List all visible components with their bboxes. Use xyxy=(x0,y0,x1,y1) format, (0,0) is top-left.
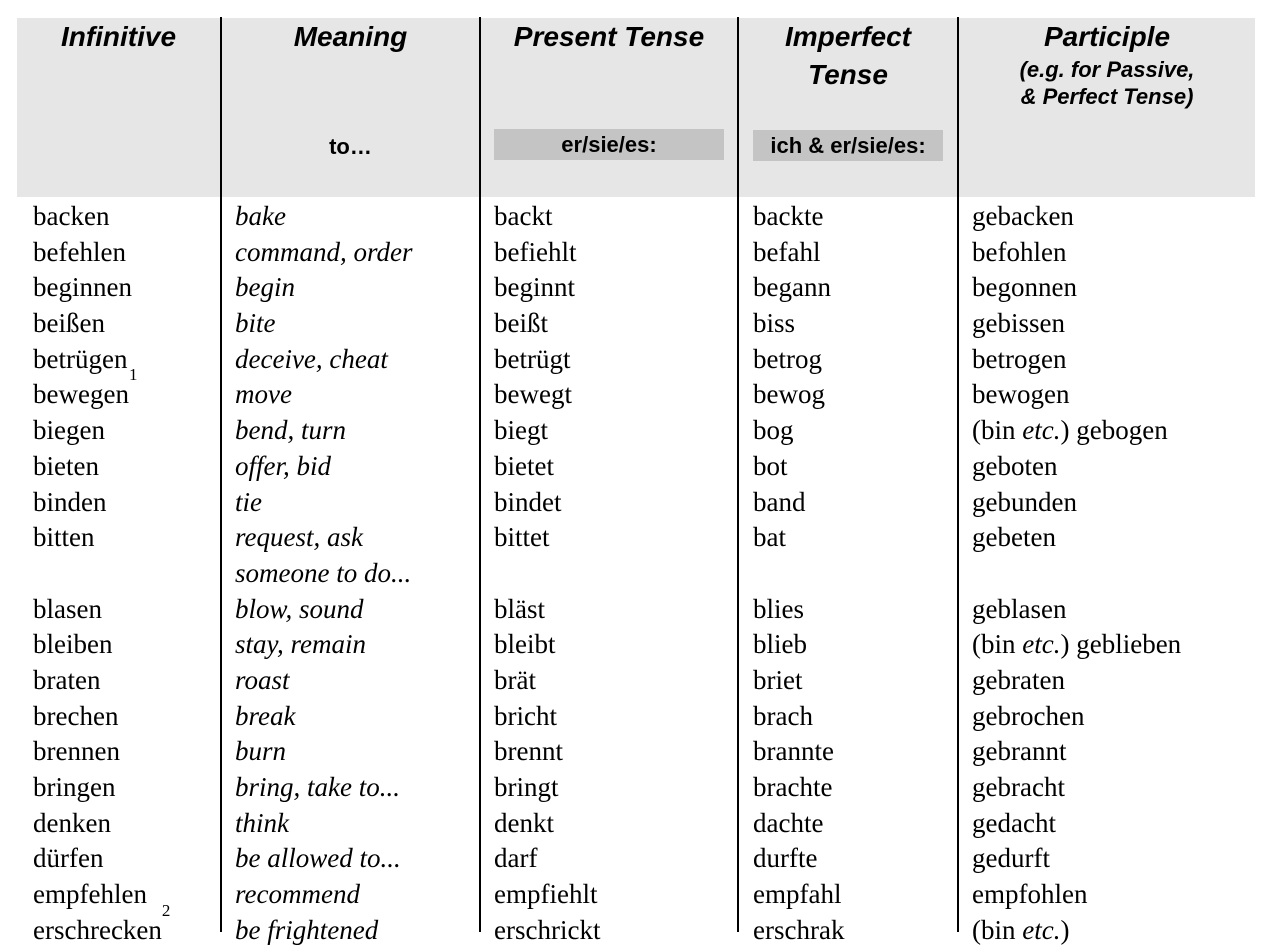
present-cell: empfiehlt xyxy=(494,879,598,910)
header-participle-sub1: (e.g. for Passive, xyxy=(1019,57,1195,82)
present-cell: bittet xyxy=(494,522,550,553)
table-row xyxy=(0,485,1276,521)
meaning-cell: stay, remain xyxy=(235,629,366,660)
participle-cell: gebeten xyxy=(972,522,1056,553)
participle-cell: gebissen xyxy=(972,308,1065,339)
meaning-cell: bend, turn xyxy=(235,415,346,446)
participle-cell: gebrochen xyxy=(972,700,1085,731)
infinitive-cell: beginnen xyxy=(33,272,132,303)
meaning-cell: begin xyxy=(235,272,295,303)
header-meaning-label: Meaning xyxy=(293,21,408,52)
imperfect-cell: begann xyxy=(753,272,831,303)
table-row xyxy=(0,770,1276,806)
participle-cell: bewogen xyxy=(972,379,1070,410)
header-infinitive xyxy=(17,18,220,56)
table-row xyxy=(0,235,1276,271)
participle-cell: gedurft xyxy=(972,843,1050,874)
participle-cell: gebunden xyxy=(972,486,1077,517)
table-row xyxy=(0,306,1276,342)
present-cell: betrügt xyxy=(494,343,571,374)
present-cell: beißt xyxy=(494,308,548,339)
infinitive-cell: biegen xyxy=(33,415,105,446)
present-cell: denkt xyxy=(494,807,554,838)
participle-cell: gebraten xyxy=(972,664,1065,695)
imperfect-cell: dachte xyxy=(753,807,824,838)
imperfect-cell: bog xyxy=(753,415,794,446)
present-cell: brät xyxy=(494,664,536,695)
meaning-cell: burn xyxy=(235,736,287,767)
table-row xyxy=(0,520,1276,591)
table-row xyxy=(0,413,1276,449)
present-cell: bietet xyxy=(494,450,554,481)
participle-cell: betrogen xyxy=(972,343,1067,374)
present-cell: bricht xyxy=(494,700,557,731)
imperfect-cell: befahl xyxy=(753,236,821,267)
header-imperfect-line1: Imperfect xyxy=(784,21,912,52)
table-row xyxy=(0,699,1276,735)
imperfect-cell: betrog xyxy=(753,343,822,374)
participle-cell: begonnen xyxy=(972,272,1077,303)
header-imperfect xyxy=(739,18,957,94)
meaning-cell: blow, sound xyxy=(235,593,364,624)
imperfect-cell: bat xyxy=(753,522,786,553)
table-row xyxy=(0,877,1276,913)
header-imperfect-line2: Tense xyxy=(808,59,888,90)
present-cell: bläst xyxy=(494,593,545,624)
header-present-label: Present Tense xyxy=(513,21,705,52)
meaning-cell: request, ask someone to do... xyxy=(235,522,412,588)
infinitive-cell: brennen xyxy=(33,736,120,767)
imperfect-cell: biss xyxy=(753,308,796,339)
table-row xyxy=(0,199,1276,235)
imperfect-cell: backte xyxy=(753,201,824,231)
imperfect-cell: brach xyxy=(753,700,813,731)
participle-cell: geblasen xyxy=(972,593,1067,624)
header-participle-label: Participle xyxy=(1043,21,1171,52)
meaning-cell: bake xyxy=(235,201,286,231)
imperfect-cell: band xyxy=(753,486,806,517)
meaning-cell: bite xyxy=(235,308,276,339)
table-row xyxy=(0,841,1276,877)
infinitive-cell: bewegen$^1$ xyxy=(33,365,138,410)
imperfect-cell: briet xyxy=(753,664,803,695)
infinitive-cell: braten xyxy=(33,664,101,695)
infinitive-cell: bleiben xyxy=(33,629,113,660)
infinitive-cell: denken xyxy=(33,807,111,838)
meaning-cell: command, order xyxy=(235,236,413,267)
verb-rows xyxy=(0,199,1276,948)
participle-cell: gebacken xyxy=(972,201,1074,231)
meaning-cell: break xyxy=(235,700,296,731)
infinitive-cell: bieten xyxy=(33,450,99,481)
header-meaning xyxy=(222,18,479,56)
participle-cell: geboten xyxy=(972,450,1058,481)
present-cell: bewegt xyxy=(494,379,572,410)
meaning-cell: recommend xyxy=(235,879,360,910)
table-row xyxy=(0,734,1276,770)
imperfect-cell: durfte xyxy=(753,843,818,874)
meaning-cell: think xyxy=(235,807,289,838)
table-row xyxy=(0,627,1276,663)
present-cell: beginnt xyxy=(494,272,575,303)
header-meaning-note: to… xyxy=(329,134,372,159)
infinitive-cell: bitten xyxy=(33,522,95,553)
infinitive-cell: befehlen xyxy=(33,236,126,267)
participle-cell: gebrannt xyxy=(972,736,1067,767)
header-present xyxy=(481,18,737,56)
participle-cell: empfohlen xyxy=(972,879,1088,910)
present-cell: bringt xyxy=(494,772,559,803)
meaning-cell: roast xyxy=(235,664,290,695)
header-infinitive-label: Infinitive xyxy=(60,21,177,52)
infinitive-cell: erschrecken$^2$ xyxy=(33,900,171,945)
participle-cell: (bin etc.) geblieben xyxy=(972,629,1182,660)
meaning-cell: move xyxy=(235,379,292,410)
participle-cell: gedacht xyxy=(972,807,1056,838)
table-row xyxy=(0,592,1276,628)
infinitive-cell: betrügen xyxy=(33,343,128,374)
infinitive-cell: dürfen xyxy=(33,843,104,874)
header-participle xyxy=(959,18,1255,110)
table-row xyxy=(0,449,1276,485)
present-cell: brennt xyxy=(494,736,563,767)
present-cell: darf xyxy=(494,843,538,874)
imperfect-cell: bot xyxy=(753,450,788,481)
meaning-cell: bring, take to... xyxy=(235,772,400,803)
infinitive-cell: bringen xyxy=(33,772,116,803)
present-cell: bleibt xyxy=(494,629,556,660)
participle-cell: befohlen xyxy=(972,236,1067,267)
table-row xyxy=(0,900,1276,948)
table-row xyxy=(0,663,1276,699)
meaning-cell: be allowed to... xyxy=(235,843,401,874)
table-row xyxy=(0,365,1276,413)
present-cell: backt xyxy=(494,201,553,231)
infinitive-cell: binden xyxy=(33,486,107,517)
imperfect-cell: brachte xyxy=(753,772,833,803)
participle-cell: gebracht xyxy=(972,772,1065,803)
present-cell: biegt xyxy=(494,415,548,446)
imperfect-cell: empfahl xyxy=(753,879,842,910)
infinitive-cell: brechen xyxy=(33,700,119,731)
meaning-cell: be frightened xyxy=(235,914,379,945)
infinitive-cell: empfehlen xyxy=(33,879,147,910)
meaning-cell: deceive, cheat xyxy=(235,343,388,374)
infinitive-cell: beißen xyxy=(33,308,105,339)
table-row xyxy=(0,270,1276,306)
imperfect-cell: bewog xyxy=(753,379,825,410)
present-cell: befiehlt xyxy=(494,236,577,267)
participle-cell: (bin etc.) gebogen xyxy=(972,415,1168,446)
infinitive-cell: backen xyxy=(33,201,110,231)
imperfect-cell: brannte xyxy=(753,736,834,767)
table-row xyxy=(0,342,1276,378)
present-cell: bindet xyxy=(494,486,562,517)
meaning-cell: offer, bid xyxy=(235,450,332,481)
imperfect-cell: erschrak xyxy=(753,914,845,945)
header-participle-sub2: & Perfect Tense) xyxy=(1020,84,1194,109)
header-imperfect-note: ich & er/sie/es: xyxy=(753,130,943,161)
imperfect-cell: blies xyxy=(753,593,804,624)
meaning-cell: tie xyxy=(235,486,262,517)
imperfect-cell: blieb xyxy=(753,629,807,660)
participle-cell: (bin etc.) xyxy=(972,914,1070,945)
present-cell: erschrickt xyxy=(494,914,601,945)
infinitive-cell: blasen xyxy=(33,593,102,624)
table-row xyxy=(0,806,1276,842)
header-present-note: er/sie/es: xyxy=(494,129,724,160)
